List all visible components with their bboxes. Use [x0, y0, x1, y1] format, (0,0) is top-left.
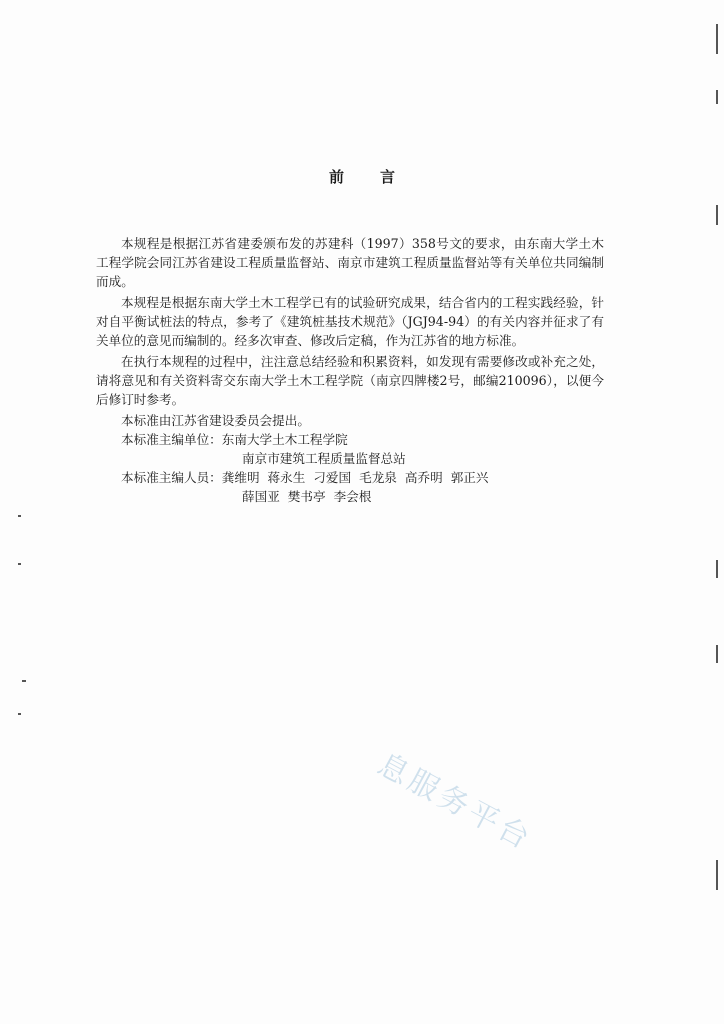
editors-names-1: 龚维明 蒋永生 刁爱国 毛龙泉 高乔明 郭正兴: [221, 470, 489, 485]
editor-units-line: [96, 430, 604, 449]
editor-unit-2: 南京市建筑工程质量监督总站: [242, 451, 406, 466]
watermark: 息服务平台: [371, 747, 539, 858]
scan-edge-mark: [716, 560, 718, 578]
paragraph-3: 在执行本规程的过程中，注注意总结经验和积累资料，如发现有需要修改或补充之处，请将意见和有关资料寄交东南大学土木工程学院（南京四牌楼2号，邮编210096），以便今后修订时参考。: [96, 354, 604, 407]
scan-edge-mark: [716, 860, 718, 890]
editors-names-2: 薛国亚 樊书亭 李会根: [242, 489, 372, 504]
scan-edge-mark: [716, 24, 718, 54]
scan-edge-mark: [22, 680, 26, 682]
editor-unit-1: 东南大学土木工程学院: [221, 432, 348, 447]
paragraph-4: 本标准由江苏省建设委员会提出。: [121, 413, 310, 428]
editors-line: [96, 468, 604, 487]
editors-label: 本标准主编人员：: [121, 470, 222, 485]
paragraph-2: 本规程是根据东南大学土木工程学已有的试验研究成果，结合省内的工程实践经验，针对自平衡试桩法的特点，参考了《建筑桩基技术规范》（JGJ94-94）的有关内容并征求了有关单位的意见而编制的。经多次审查、修改后定稿，作为江苏省的地方标准。: [96, 295, 604, 348]
scan-edge-mark: [716, 645, 718, 663]
scan-edge-mark: [716, 205, 718, 225]
paragraph-1: 本规程是根据江苏省建委颁布发的苏建科（1997）358号文的要求，由东南大学土木工程学院会同江苏省建设工程质量监督站、南京市建筑工程质量监督站等有关单位共同编制而成。: [96, 236, 604, 289]
scan-edge-mark: [18, 563, 21, 565]
editor-units-label: 本标准主编单位：: [121, 432, 222, 447]
scan-edge-mark: [18, 515, 21, 517]
page-title: 前言: [328, 168, 431, 186]
scan-edge-mark: [716, 90, 718, 104]
scan-edge-mark: [18, 713, 21, 715]
preface-body: [96, 234, 604, 506]
